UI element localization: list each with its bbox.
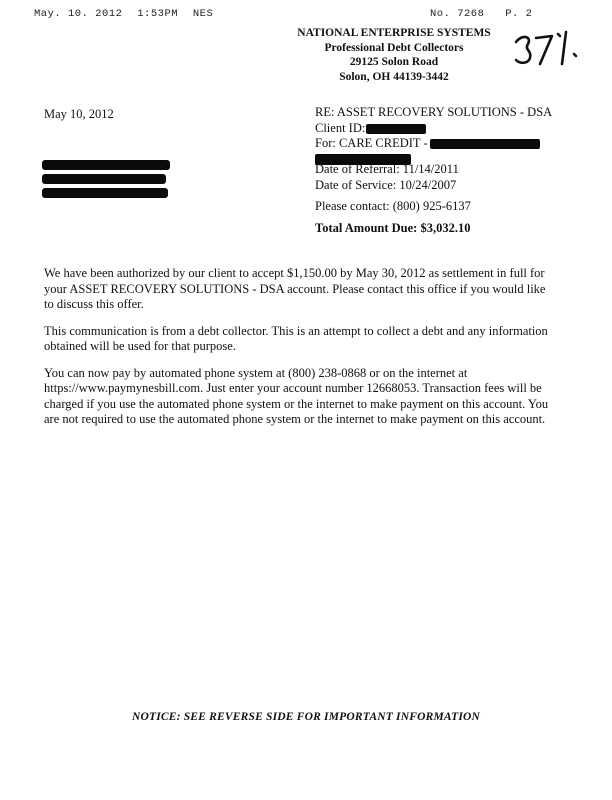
total-amount-due: Total Amount Due: $3,032.10 bbox=[315, 220, 471, 235]
re-line: RE: ASSET RECOVERY SOLUTIONS - DSA bbox=[315, 105, 553, 119]
disclosure-paragraph: This communication is from a debt collector. This is an attempt to collect a debt and any information obtained will be used for that purpose. bbox=[44, 323, 548, 353]
handwritten-note bbox=[512, 24, 584, 70]
recipient-address-redaction bbox=[42, 160, 172, 202]
sender-block bbox=[274, 26, 514, 84]
redaction-bar bbox=[42, 174, 166, 184]
fax-header-left bbox=[34, 8, 221, 20]
fax-page: P. 2 bbox=[505, 8, 533, 20]
client-id-redaction bbox=[366, 124, 426, 134]
notice-footer: NOTICE: SEE REVERSE SIDE FOR IMPORTANT INFORMATION bbox=[131, 711, 481, 723]
date-of-referral: Date of Referral: 11/14/2011 bbox=[315, 162, 459, 176]
client-id-row bbox=[315, 121, 552, 137]
sender-city: Solon, OH 44139-3442 bbox=[339, 70, 449, 83]
for-label: For: CARE CREDIT - bbox=[315, 136, 428, 150]
fax-header-right bbox=[430, 8, 546, 20]
redaction-bar bbox=[42, 188, 168, 198]
fax-time: 1:53PM bbox=[137, 8, 179, 20]
sender-street: 29125 Solon Road bbox=[349, 56, 439, 68]
sender-name: NATIONAL ENTERPRISE SYSTEMS bbox=[297, 27, 491, 39]
reference-block bbox=[315, 162, 471, 236]
letter-body bbox=[44, 266, 554, 439]
for-redaction bbox=[430, 139, 540, 149]
sender-tagline: Professional Debt Collectors bbox=[324, 41, 464, 54]
date-of-service: Date of Service: 10/24/2007 bbox=[315, 177, 457, 192]
settlement-paragraph: We have been authorized by our client to accept $1,150.00 by May 30, 2012 as settlement in full for your ASSET RECOVERY SOLUTIONS - DSA account. Please contact this office if you would like to discuss this offer. bbox=[44, 266, 546, 311]
fax-sender: NES bbox=[192, 8, 214, 20]
re-block bbox=[315, 105, 552, 167]
redaction-bar bbox=[42, 160, 170, 170]
letter-date: May 10, 2012 bbox=[44, 107, 114, 121]
client-id-label: Client ID: bbox=[315, 120, 366, 135]
fax-date: May. 10. 2012 bbox=[34, 8, 123, 20]
fax-number: No. 7268 bbox=[430, 8, 485, 20]
contact-phone: Please contact: (800) 925-6137 bbox=[315, 199, 471, 213]
for-row bbox=[315, 136, 552, 152]
payment-paragraph: You can now pay by automated phone system at (800) 238-0868 or on the internet at https://www.paymynesbill.com. Just enter your account number 12668053. Transaction fees will be charged if you use the automated phone system or the internet to make payment on this account. You are not required to use the automated phone system or the internet to make payment on this account. bbox=[44, 365, 549, 426]
